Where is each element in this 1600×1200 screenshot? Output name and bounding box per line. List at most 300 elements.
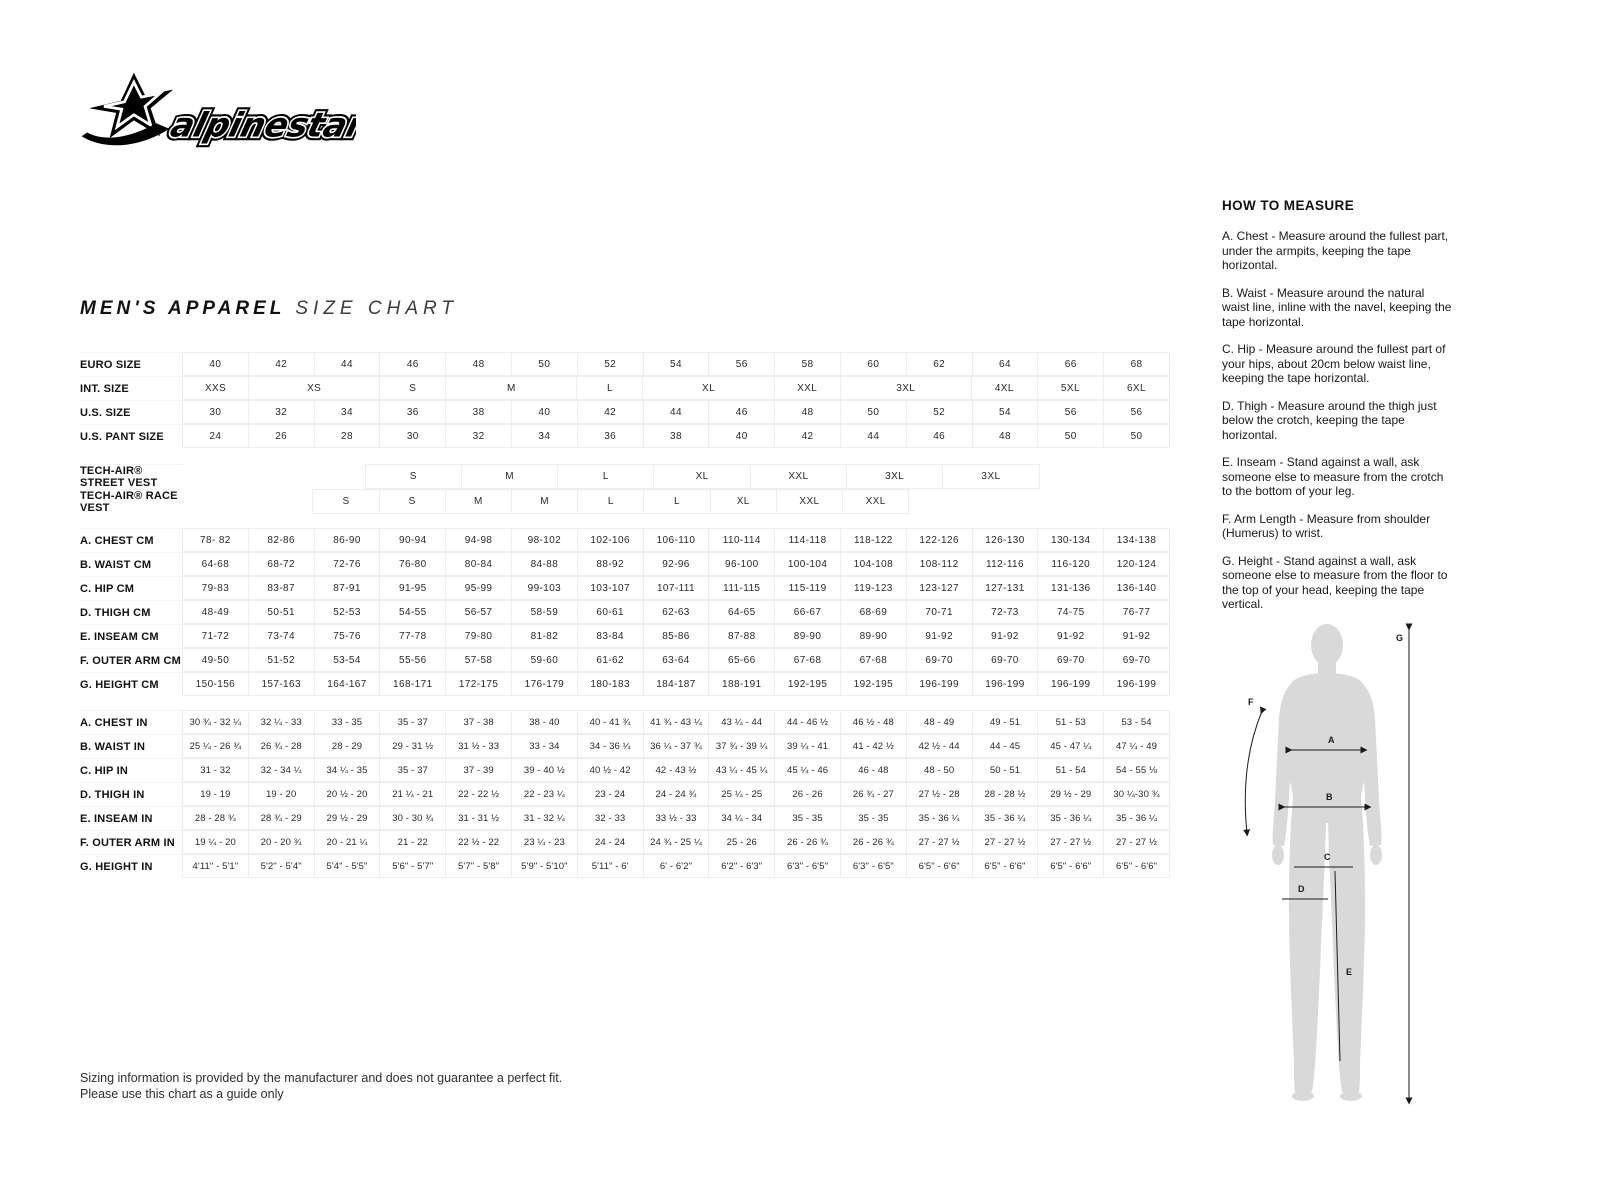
table-cell: 126-130	[972, 528, 1039, 552]
table-cell: 119-123	[840, 576, 907, 600]
table-cell: 98-102	[511, 528, 578, 552]
table-cell: 76-77	[1103, 600, 1170, 624]
table-cell: 22 - 23 ¼	[511, 782, 578, 806]
table-cell: 30 - 30 ¾	[379, 806, 446, 830]
table-cell: 52-53	[314, 600, 381, 624]
table-cell: L	[557, 464, 654, 489]
table-cell: 56	[1037, 400, 1104, 424]
table-cell: 48-49	[182, 600, 249, 624]
measurements-cm-table	[80, 528, 1170, 696]
letter-e: E	[1346, 967, 1353, 977]
table-row	[80, 782, 1170, 806]
table-cell: 46 ½ - 48	[840, 710, 907, 734]
table-cell: 6'5" - 6'6"	[906, 854, 973, 878]
table-cell: 92-96	[643, 552, 710, 576]
table-cell: 28 - 29	[314, 734, 381, 758]
letter-c: C	[1324, 852, 1331, 862]
table-cell: 43 ¼ - 44	[708, 710, 775, 734]
table-cell: 39 ¼ - 41	[774, 734, 841, 758]
table-cell: 168-171	[379, 672, 446, 696]
table-cell: 65-66	[708, 648, 775, 672]
table-cell: 51-52	[248, 648, 315, 672]
table-cell: 44 - 46 ½	[774, 710, 841, 734]
measure-instruction: B. Waist - Measure around the natural waist line, inline with the navel, keeping the tape horizontal.	[1222, 285, 1452, 329]
table-cell: 54 - 55 ⅛	[1103, 758, 1170, 782]
international-size-table	[80, 352, 1170, 448]
table-cell: 40	[511, 400, 578, 424]
table-cell: 72-76	[314, 552, 381, 576]
table-cell: 38 - 40	[511, 710, 578, 734]
table-cell: 40 - 41 ¾	[577, 710, 644, 734]
letter-a: A	[1328, 735, 1335, 745]
table-cell: 99-103	[511, 576, 578, 600]
table-cell: 74-75	[1037, 600, 1104, 624]
row-label: TECH-AIR® RACE VEST	[80, 489, 183, 514]
table-row	[80, 352, 1170, 376]
table-cell: 34 ¼ - 35	[314, 758, 381, 782]
table-cell: XL	[710, 489, 777, 514]
table-cell: 102-106	[577, 528, 644, 552]
table-cell: 34 - 36 ¼	[577, 734, 644, 758]
page-title	[80, 298, 458, 320]
table-cell: 134-138	[1103, 528, 1170, 552]
table-cell: XXL	[776, 489, 843, 514]
table-cell: 63-64	[643, 648, 710, 672]
table-cell: 37 ¾ - 39 ¼	[708, 734, 775, 758]
table-row	[80, 600, 1170, 624]
logo-wordmark: alpinestars	[166, 105, 356, 146]
table-cell: 111-115	[708, 576, 775, 600]
measure-instruction: A. Chest - Measure around the fullest part, under the armpits, keeping the tape horizontal.	[1222, 229, 1449, 272]
table-cell: 20 - 21 ¼	[314, 830, 381, 854]
table-cell: 164-167	[314, 672, 381, 696]
page-title-primary: MEN'S APPAREL	[80, 298, 286, 319]
row-label: D. THIGH CM	[80, 600, 183, 624]
table-cell: 35 - 36 ¼	[1103, 806, 1170, 830]
table-cell: 24 - 24	[577, 830, 644, 854]
table-cell: 50-51	[248, 600, 315, 624]
table-row	[80, 758, 1170, 782]
table-cell: XL	[642, 376, 774, 400]
table-cell: 36	[577, 424, 644, 448]
size-chart-tables	[80, 352, 1170, 878]
row-label: G. HEIGHT CM	[80, 672, 183, 696]
row-label: D. THIGH IN	[80, 782, 183, 806]
table-cell: L	[577, 489, 644, 514]
table-cell: 115-119	[774, 576, 841, 600]
table-cell: 52	[577, 352, 644, 376]
footer-line-1: Sizing information is provided by the manufacturer and does not guarantee a perfect fit.	[80, 1071, 563, 1085]
table-cell: 150-156	[182, 672, 249, 696]
table-cell: 28 - 28 ¾	[182, 806, 249, 830]
table-cell: 130-134	[1037, 528, 1104, 552]
table-cell: 73-74	[248, 624, 315, 648]
table-cell: 48	[972, 424, 1039, 448]
table-cell: L	[576, 376, 643, 400]
table-cell: 157-163	[248, 672, 315, 696]
table-cell: 110-114	[708, 528, 775, 552]
table-cell: 77-78	[379, 624, 446, 648]
alpinestars-logo-icon	[76, 66, 356, 158]
table-cell: 33 - 34	[511, 734, 578, 758]
table-cell: 26 - 26 ¾	[774, 830, 841, 854]
table-cell: 51 - 54	[1037, 758, 1104, 782]
table-cell: 33 ½ - 33	[643, 806, 710, 830]
table-row	[80, 806, 1170, 830]
table-row	[80, 672, 1170, 696]
table-cell: 83-84	[577, 624, 644, 648]
table-cell: 120-124	[1103, 552, 1170, 576]
table-cell: 122-126	[906, 528, 973, 552]
table-cell: 78- 82	[182, 528, 249, 552]
table-cell: 118-122	[840, 528, 907, 552]
table-cell: 21 - 22	[379, 830, 446, 854]
table-cell: 48	[774, 400, 841, 424]
how-to-measure-instructions	[1222, 229, 1452, 612]
table-cell: 81-82	[511, 624, 578, 648]
table-cell: 34 ¼ - 34	[708, 806, 775, 830]
table-cell: 58-59	[511, 600, 578, 624]
table-cell: 27 ½ - 28	[906, 782, 973, 806]
table-cell: 35 - 37	[379, 758, 446, 782]
row-label: EURO SIZE	[80, 352, 183, 376]
table-cell: 96-100	[708, 552, 775, 576]
table-row	[80, 464, 1170, 489]
table-cell: M	[511, 489, 578, 514]
table-cell: 30	[182, 400, 249, 424]
table-cell: 184-187	[643, 672, 710, 696]
table-cell: 36	[379, 400, 446, 424]
table-cell: 46	[379, 352, 446, 376]
row-label: F. OUTER ARM CM	[80, 648, 183, 672]
table-cell: S	[365, 464, 462, 489]
table-cell: 69-70	[906, 648, 973, 672]
table-cell: 87-88	[708, 624, 775, 648]
table-cell: 6'5" - 6'6"	[1103, 854, 1170, 878]
table-cell: L	[643, 489, 710, 514]
measurements-in-table	[80, 710, 1170, 878]
table-cell: 37 - 39	[445, 758, 512, 782]
table-cell: M	[461, 464, 558, 489]
row-label: B. WAIST IN	[80, 734, 183, 758]
row-label: G. HEIGHT IN	[80, 854, 183, 878]
table-cell: 69-70	[1037, 648, 1104, 672]
table-cell: 32	[445, 424, 512, 448]
table-cell: 21 ¼ - 21	[379, 782, 446, 806]
table-cell: 19 - 20	[248, 782, 315, 806]
table-cell: 100-104	[774, 552, 841, 576]
table-cell: 31 - 32	[182, 758, 249, 782]
table-cell: 20 ½ - 20	[314, 782, 381, 806]
table-row	[80, 710, 1170, 734]
table-cell: 34	[511, 424, 578, 448]
table-cell: 91-92	[1037, 624, 1104, 648]
table-cell: 20 - 20 ¾	[248, 830, 315, 854]
table-cell: 27 - 27 ½	[906, 830, 973, 854]
table-cell: 6'3" - 6'5"	[774, 854, 841, 878]
table-cell: 35 - 36 ¼	[1037, 806, 1104, 830]
table-cell: 44	[840, 424, 907, 448]
table-cell: 49 - 51	[972, 710, 1039, 734]
table-cell: 54	[972, 400, 1039, 424]
table-cell: XS	[248, 376, 380, 400]
table-cell: 33 - 35	[314, 710, 381, 734]
table-cell: 45 ¼ - 46	[774, 758, 841, 782]
table-cell: 192-195	[774, 672, 841, 696]
table-cell: 79-83	[182, 576, 249, 600]
table-cell: 104-108	[840, 552, 907, 576]
table-cell: 47 ¼ - 49	[1103, 734, 1170, 758]
table-cell: 52	[906, 400, 973, 424]
table-cell: 26 ¾ - 27	[840, 782, 907, 806]
table-cell: 5'11" - 6'	[577, 854, 644, 878]
table-cell: 188-191	[708, 672, 775, 696]
table-cell: 45 - 47 ¼	[1037, 734, 1104, 758]
table-cell: 44	[643, 400, 710, 424]
letter-b: B	[1326, 792, 1333, 802]
table-row	[80, 854, 1170, 878]
table-cell: 3XL	[942, 464, 1039, 489]
table-row	[80, 576, 1170, 600]
table-cell: 87-91	[314, 576, 381, 600]
table-cell: 107-111	[643, 576, 710, 600]
table-cell: 95-99	[445, 576, 512, 600]
table-cell: 26 - 26 ¾	[840, 830, 907, 854]
table-cell: 66	[1037, 352, 1104, 376]
table-cell: 6'5" - 6'6"	[972, 854, 1039, 878]
how-to-measure-panel	[1222, 198, 1452, 625]
svg-text:alpinestars: alpinestars	[166, 105, 356, 146]
table-row	[80, 624, 1170, 648]
table-cell: 25 ¼ - 26 ¾	[182, 734, 249, 758]
table-cell: 56-57	[445, 600, 512, 624]
table-cell: 44	[314, 352, 381, 376]
measure-instruction: F. Arm Length - Measure from shoulder (Humerus) to wrist.	[1222, 511, 1431, 540]
table-cell: 62	[906, 352, 973, 376]
letter-f: F	[1248, 697, 1254, 707]
table-cell: 114-118	[774, 528, 841, 552]
how-to-measure-heading: HOW TO MEASURE	[1222, 198, 1355, 213]
row-label: U.S. PANT SIZE	[80, 424, 183, 448]
row-label: U.S. SIZE	[80, 400, 183, 424]
table-cell: 68-72	[248, 552, 315, 576]
table-cell: 56	[708, 352, 775, 376]
table-row	[80, 552, 1170, 576]
measure-instruction: D. Thigh - Measure around the thigh just below the crotch, keeping the tape horizontal.	[1222, 398, 1437, 442]
table-cell: 4'11" - 5'1"	[182, 854, 249, 878]
table-cell: 5'6" - 5'7"	[379, 854, 446, 878]
table-cell: 5'9" - 5'10"	[511, 854, 578, 878]
table-cell: 136-140	[1103, 576, 1170, 600]
table-cell: 54	[643, 352, 710, 376]
table-cell: 62-63	[643, 600, 710, 624]
table-cell: 50 - 51	[972, 758, 1039, 782]
table-cell: 108-112	[906, 552, 973, 576]
table-cell: 131-136	[1037, 576, 1104, 600]
table-cell: 90-94	[379, 528, 446, 552]
table-cell: 123-127	[906, 576, 973, 600]
table-cell: 42	[248, 352, 315, 376]
table-cell: 23 ¼ - 23	[511, 830, 578, 854]
table-cell: 35 - 36 ¼	[906, 806, 973, 830]
body-diagram-icon	[1232, 615, 1450, 1115]
table-cell: XXL	[774, 376, 841, 400]
table-cell: 51 - 53	[1037, 710, 1104, 734]
table-cell: 89-90	[774, 624, 841, 648]
measurement-figure	[1232, 615, 1450, 1115]
table-cell: 48 - 49	[906, 710, 973, 734]
table-cell: 24	[182, 424, 249, 448]
table-cell: 23 - 24	[577, 782, 644, 806]
table-cell: 61-62	[577, 648, 644, 672]
table-cell: 196-199	[1037, 672, 1104, 696]
table-cell: 27 - 27 ½	[1037, 830, 1104, 854]
table-cell: 19 - 19	[182, 782, 249, 806]
table-cell: 67-68	[840, 648, 907, 672]
table-cell: 28	[314, 424, 381, 448]
table-row	[80, 424, 1170, 448]
table-cell: 6'5" - 6'6"	[1037, 854, 1104, 878]
table-cell: 42	[774, 424, 841, 448]
table-cell: 42 - 43 ½	[643, 758, 710, 782]
table-cell: 91-92	[972, 624, 1039, 648]
table-cell: 91-95	[379, 576, 446, 600]
table-cell: 76-80	[379, 552, 446, 576]
table-cell: 5'4" - 5'5"	[314, 854, 381, 878]
measure-instruction: G. Height - Stand against a wall, ask someone else to measure from the floor to the top of your head, keeping the tape vertical.	[1222, 553, 1448, 611]
table-cell: 46 - 48	[840, 758, 907, 782]
table-cell: 84-88	[511, 552, 578, 576]
table-cell: 31 - 31 ½	[445, 806, 512, 830]
table-cell: 29 ½ - 29	[1037, 782, 1104, 806]
table-cell: 22 ½ - 22	[445, 830, 512, 854]
table-cell: 3XL	[840, 376, 972, 400]
page-title-secondary: SIZE CHART	[295, 298, 458, 319]
table-cell: 26 - 26	[774, 782, 841, 806]
table-cell: 26 ¾ - 28	[248, 734, 315, 758]
table-cell: 55-56	[379, 648, 446, 672]
measure-instruction: E. Inseam - Stand against a wall, ask someone else to measure from the crotch to the bottom of your leg.	[1222, 455, 1444, 498]
table-cell: 83-87	[248, 576, 315, 600]
table-cell: 67-68	[774, 648, 841, 672]
table-cell: 70-71	[906, 600, 973, 624]
table-cell: 34	[314, 400, 381, 424]
table-cell: 176-179	[511, 672, 578, 696]
table-cell: 71-72	[182, 624, 249, 648]
body-silhouette-icon	[1272, 624, 1382, 1101]
table-cell: 46	[708, 400, 775, 424]
table-cell: 50	[840, 400, 907, 424]
table-cell: 196-199	[906, 672, 973, 696]
row-label: A. CHEST CM	[80, 528, 183, 552]
table-cell: 85-86	[643, 624, 710, 648]
table-cell: 64	[972, 352, 1039, 376]
table-cell: 64-68	[182, 552, 249, 576]
table-cell: 50	[1037, 424, 1104, 448]
table-cell: 196-199	[972, 672, 1039, 696]
table-cell: 79-80	[445, 624, 512, 648]
table-cell: 106-110	[643, 528, 710, 552]
table-cell: 44 - 45	[972, 734, 1039, 758]
table-cell: XXS	[182, 376, 249, 400]
table-cell: 48	[445, 352, 512, 376]
table-cell: 127-131	[972, 576, 1039, 600]
table-cell: 68-69	[840, 600, 907, 624]
table-cell: 180-183	[577, 672, 644, 696]
row-label: E. INSEAM CM	[80, 624, 183, 648]
table-cell: 41 ¾ - 43 ¼	[643, 710, 710, 734]
table-cell: 31 ½ - 33	[445, 734, 512, 758]
table-cell: 64-65	[708, 600, 775, 624]
table-cell: 24 - 24 ¾	[643, 782, 710, 806]
footer-line-2: Please use this chart as a guide only	[80, 1087, 284, 1101]
table-cell: 50	[1103, 424, 1170, 448]
table-cell: 50	[511, 352, 578, 376]
letter-g: G	[1396, 633, 1404, 643]
table-cell: 35 - 36 ¼	[972, 806, 1039, 830]
table-cell: 6' - 6'2"	[643, 854, 710, 878]
row-label: E. INSEAM IN	[80, 806, 183, 830]
table-cell: 80-84	[445, 552, 512, 576]
table-cell: 54-55	[379, 600, 446, 624]
table-cell: 32 - 33	[577, 806, 644, 830]
table-cell: 91-92	[1103, 624, 1170, 648]
table-cell: 29 ½ - 29	[314, 806, 381, 830]
table-row	[80, 400, 1170, 424]
table-cell: 27 - 27 ½	[1103, 830, 1170, 854]
table-cell: 103-107	[577, 576, 644, 600]
table-cell: 29 - 31 ½	[379, 734, 446, 758]
table-cell: S	[312, 489, 379, 514]
table-cell: 60-61	[577, 600, 644, 624]
table-cell: 27 - 27 ½	[972, 830, 1039, 854]
table-cell: 6'2" - 6'3"	[708, 854, 775, 878]
table-cell: 89-90	[840, 624, 907, 648]
letter-d: D	[1298, 884, 1305, 894]
table-cell: 6XL	[1103, 376, 1170, 400]
table-cell: 5'7" - 5'8"	[445, 854, 512, 878]
table-cell: 31 - 32 ¼	[511, 806, 578, 830]
table-cell: 3XL	[846, 464, 943, 489]
table-cell: 94-98	[445, 528, 512, 552]
table-cell: 26	[248, 424, 315, 448]
table-cell: M	[445, 376, 577, 400]
table-cell: 37 - 38	[445, 710, 512, 734]
table-cell: 196-199	[1103, 672, 1170, 696]
table-cell: XXL	[842, 489, 909, 514]
measure-instruction: C. Hip - Measure around the fullest part of your hips, about 20cm below waist line, keeping the tape horizontal.	[1222, 342, 1446, 385]
table-cell: 72-73	[972, 600, 1039, 624]
table-cell: XL	[653, 464, 750, 489]
table-cell: 49-50	[182, 648, 249, 672]
table-cell: 68	[1103, 352, 1170, 376]
table-cell: 24 ¾ - 25 ¼	[643, 830, 710, 854]
table-cell: 88-92	[577, 552, 644, 576]
row-label: A. CHEST IN	[80, 710, 183, 734]
table-cell: 35 - 37	[379, 710, 446, 734]
table-cell: 30 ¼-30 ¾	[1103, 782, 1170, 806]
table-cell: 42 ½ - 44	[906, 734, 973, 758]
table-cell: S	[379, 489, 446, 514]
table-cell: 25 - 26	[708, 830, 775, 854]
table-cell: 5'2" - 5'4"	[248, 854, 315, 878]
table-cell: 53 - 54	[1103, 710, 1170, 734]
table-cell: M	[445, 489, 512, 514]
alpinestars-logo	[76, 66, 356, 158]
table-cell: 172-175	[445, 672, 512, 696]
row-label: F. OUTER ARM IN	[80, 830, 183, 854]
table-cell: 46	[906, 424, 973, 448]
